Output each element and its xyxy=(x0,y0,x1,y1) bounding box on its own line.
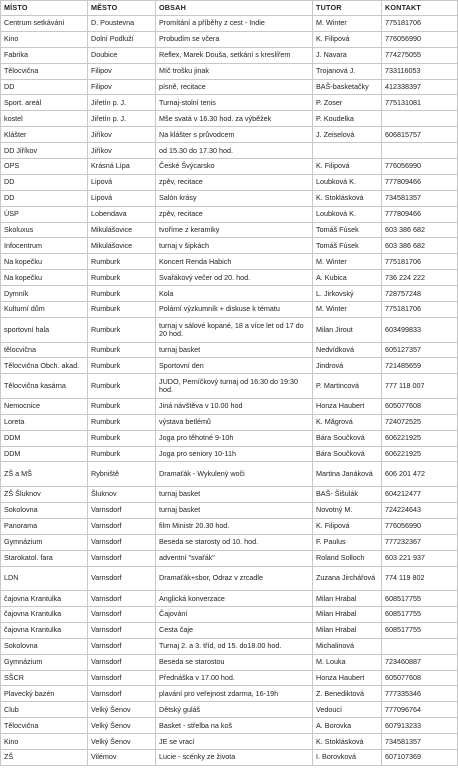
table-row xyxy=(1,270,458,286)
cell-tutor: K. Stoklásková xyxy=(313,734,382,750)
cell-misto: Plavecký bazén xyxy=(1,686,88,702)
cell-tutor: Martina Janáková xyxy=(313,462,382,487)
cell-kontakt xyxy=(382,143,458,159)
cell-misto: ÚSP xyxy=(1,206,88,222)
cell-kontakt: 412338397 xyxy=(382,79,458,95)
cell-misto: Dymník xyxy=(1,286,88,302)
cell-obsah: plavání pro veřejnost zdarma, 16-19h xyxy=(156,686,313,702)
table-row xyxy=(1,446,458,462)
cell-kontakt: 605077608 xyxy=(382,398,458,414)
cell-mesto: Jiřetín p. J. xyxy=(88,111,156,127)
cell-tutor: BAŠ-basketačky xyxy=(313,79,382,95)
cell-misto: Starokatol. fara xyxy=(1,550,88,566)
cell-tutor: J. Navara xyxy=(313,47,382,63)
table-row xyxy=(1,398,458,414)
table-row xyxy=(1,591,458,607)
cell-mesto: Rumburk xyxy=(88,317,156,342)
cell-kontakt: 605077608 xyxy=(382,670,458,686)
cell-obsah: Lucie - scénky ze života xyxy=(156,750,313,766)
cell-obsah: Cesta čaje xyxy=(156,622,313,638)
cell-tutor: Loubková K. xyxy=(313,206,382,222)
cell-misto: Klášter xyxy=(1,127,88,143)
cell-obsah: České Švýcarsko xyxy=(156,159,313,175)
table-row xyxy=(1,302,458,318)
table-row xyxy=(1,534,458,550)
cell-misto: Sport. areál xyxy=(1,95,88,111)
cell-kontakt: 736 224 222 xyxy=(382,270,458,286)
cell-kontakt: 777809466 xyxy=(382,206,458,222)
cell-tutor: Nedvídková xyxy=(313,342,382,358)
cell-mesto: Varnsdorf xyxy=(88,550,156,566)
cell-misto: Kino xyxy=(1,31,88,47)
table-row xyxy=(1,143,458,159)
cell-tutor: Bára Součková xyxy=(313,430,382,446)
cell-mesto: Velký Šenov xyxy=(88,734,156,750)
table-row xyxy=(1,718,458,734)
cell-misto: Na kopečku xyxy=(1,254,88,270)
table-row xyxy=(1,750,458,766)
cell-mesto: Varnsdorf xyxy=(88,566,156,591)
table-row xyxy=(1,317,458,342)
cell-tutor: Novotný M. xyxy=(313,502,382,518)
cell-mesto: Rumburk xyxy=(88,342,156,358)
cell-misto: SŠCR xyxy=(1,670,88,686)
cell-misto: ZŠ a MŠ xyxy=(1,462,88,487)
table-row xyxy=(1,238,458,254)
cell-obsah: Svařákový večer od 20. hod. xyxy=(156,270,313,286)
table-row xyxy=(1,430,458,446)
cell-kontakt: 774 119 802 xyxy=(382,566,458,591)
cell-kontakt: 776056990 xyxy=(382,518,458,534)
column-header-tutor: TUTOR xyxy=(313,1,382,16)
cell-kontakt: 733116053 xyxy=(382,63,458,79)
cell-misto: DDM xyxy=(1,446,88,462)
cell-obsah: Polární výzkumník + diskuse k tématu xyxy=(156,302,313,318)
cell-obsah: Na klášter s průvodcem xyxy=(156,127,313,143)
table-row xyxy=(1,734,458,750)
cell-tutor: M. Winter xyxy=(313,302,382,318)
cell-misto: Tělocvična kasárna xyxy=(1,374,88,399)
cell-obsah: Jiná návštěva v 10.00 hod xyxy=(156,398,313,414)
cell-tutor: Tomáš Fúsek xyxy=(313,238,382,254)
cell-tutor xyxy=(313,143,382,159)
cell-obsah: Turnaj 2. a 3. tříd, od 15. do18.00 hod. xyxy=(156,638,313,654)
cell-obsah: Reflex, Marek Douša, setkání s kreslířem xyxy=(156,47,313,63)
cell-tutor: K. Filipová xyxy=(313,159,382,175)
cell-misto: Gymnázium xyxy=(1,534,88,550)
cell-kontakt: 606221925 xyxy=(382,446,458,462)
table-row xyxy=(1,63,458,79)
cell-obsah: Míč trošku jinak xyxy=(156,63,313,79)
cell-tutor: I. Borovková xyxy=(313,750,382,766)
cell-mesto: Rumburk xyxy=(88,358,156,374)
cell-mesto: Rumburk xyxy=(88,302,156,318)
cell-kontakt: 776056990 xyxy=(382,159,458,175)
cell-obsah: JUDO, Perníčkový turnaj od 16:30 do 19:30 hod. xyxy=(156,374,313,399)
cell-tutor: M. Winter xyxy=(313,16,382,32)
cell-mesto: Varnsdorf xyxy=(88,670,156,686)
cell-mesto: Varnsdorf xyxy=(88,518,156,534)
cell-tutor: Honza Haubert xyxy=(313,670,382,686)
cell-kontakt: 608517755 xyxy=(382,606,458,622)
table-row xyxy=(1,342,458,358)
cell-tutor: M. Winter xyxy=(313,254,382,270)
cell-mesto: Rybniště xyxy=(88,462,156,487)
table-row xyxy=(1,518,458,534)
cell-kontakt: 607107369 xyxy=(382,750,458,766)
cell-tutor: Jindrová xyxy=(313,358,382,374)
cell-kontakt: 606815757 xyxy=(382,127,458,143)
cell-tutor: M. Louka xyxy=(313,654,382,670)
cell-kontakt: 721485659 xyxy=(382,358,458,374)
cell-tutor: Trojanová J. xyxy=(313,63,382,79)
cell-kontakt: 734581357 xyxy=(382,190,458,206)
cell-kontakt: 603 386 682 xyxy=(382,222,458,238)
cell-mesto: Filipov xyxy=(88,63,156,79)
table-row xyxy=(1,550,458,566)
table-body xyxy=(1,16,458,766)
cell-kontakt: 604212477 xyxy=(382,487,458,503)
cell-tutor: Roland Solloch xyxy=(313,550,382,566)
cell-obsah: Joga pro těhotné 9-10h xyxy=(156,430,313,446)
cell-misto: OPS xyxy=(1,159,88,175)
cell-mesto: Velký Šenov xyxy=(88,718,156,734)
cell-obsah: Kola xyxy=(156,286,313,302)
cell-mesto: Varnsdorf xyxy=(88,622,156,638)
table-row xyxy=(1,374,458,399)
table-row xyxy=(1,174,458,190)
cell-misto: čajovna Krantulka xyxy=(1,622,88,638)
cell-misto: Kulturní dům xyxy=(1,302,88,318)
cell-obsah: turnaj basket xyxy=(156,487,313,503)
table-row xyxy=(1,79,458,95)
cell-kontakt: 775181706 xyxy=(382,16,458,32)
cell-obsah: turnaj basket xyxy=(156,342,313,358)
cell-mesto: Lipová xyxy=(88,174,156,190)
cell-misto: Tělocvična xyxy=(1,718,88,734)
table-row xyxy=(1,702,458,718)
cell-kontakt: 776056990 xyxy=(382,31,458,47)
cell-obsah: zpěv, recitace xyxy=(156,174,313,190)
cell-tutor: P. Martincová xyxy=(313,374,382,399)
table-row xyxy=(1,670,458,686)
table-row xyxy=(1,95,458,111)
cell-misto: Sokolovna xyxy=(1,502,88,518)
cell-kontakt: 775131081 xyxy=(382,95,458,111)
cell-obsah: Sportovní den xyxy=(156,358,313,374)
cell-misto: čajovna Krantulka xyxy=(1,606,88,622)
cell-misto: Panorama xyxy=(1,518,88,534)
column-header-kontakt: KONTAKT xyxy=(382,1,458,16)
table-row xyxy=(1,686,458,702)
column-header-obsah: OBSAH xyxy=(156,1,313,16)
cell-misto: Gymnázium xyxy=(1,654,88,670)
cell-tutor: Milan Hrabal xyxy=(313,622,382,638)
cell-mesto: Rumburk xyxy=(88,270,156,286)
table-row xyxy=(1,16,458,32)
cell-tutor: K. Stoklásková xyxy=(313,190,382,206)
table-row xyxy=(1,159,458,175)
cell-mesto: Rumburk xyxy=(88,286,156,302)
cell-tutor: A. Kubica xyxy=(313,270,382,286)
cell-kontakt: 777232367 xyxy=(382,534,458,550)
cell-tutor: K. Filipová xyxy=(313,518,382,534)
cell-kontakt: 606 201 472 xyxy=(382,462,458,487)
cell-tutor: K. Filipová xyxy=(313,31,382,47)
cell-misto: ZŠ xyxy=(1,750,88,766)
cell-obsah: Beseda se starostou xyxy=(156,654,313,670)
table-row xyxy=(1,622,458,638)
cell-mesto: Krásná Lípa xyxy=(88,159,156,175)
cell-kontakt: 775181706 xyxy=(382,302,458,318)
cell-tutor: Tomáš Fúsek xyxy=(313,222,382,238)
cell-mesto: Varnsdorf xyxy=(88,606,156,622)
cell-tutor: Loubková K. xyxy=(313,174,382,190)
cell-obsah: Dětský guláš xyxy=(156,702,313,718)
cell-kontakt: 777 118 007 xyxy=(382,374,458,399)
cell-tutor: BAŠ- Šišulák xyxy=(313,487,382,503)
cell-misto: Kino xyxy=(1,734,88,750)
cell-mesto: Varnsdorf xyxy=(88,686,156,702)
cell-mesto: Jiříkov xyxy=(88,143,156,159)
cell-mesto: Varnsdorf xyxy=(88,638,156,654)
cell-kontakt: 603 221 937 xyxy=(382,550,458,566)
cell-misto: LDN xyxy=(1,566,88,591)
cell-mesto: Varnsdorf xyxy=(88,654,156,670)
cell-tutor: F. Paulus xyxy=(313,534,382,550)
cell-tutor: Vedoucí xyxy=(313,702,382,718)
table-row xyxy=(1,47,458,63)
table-row xyxy=(1,414,458,430)
cell-misto: tělocvična xyxy=(1,342,88,358)
cell-obsah: Mše svatá v 16.30 hod. za výběžek xyxy=(156,111,313,127)
cell-misto: DD xyxy=(1,174,88,190)
cell-kontakt: 607913233 xyxy=(382,718,458,734)
cell-mesto: Šluknov xyxy=(88,487,156,503)
cell-tutor: P. Koudelka xyxy=(313,111,382,127)
cell-obsah: Beseda se starosty od 10. hod. xyxy=(156,534,313,550)
cell-obsah: výstava betlémů xyxy=(156,414,313,430)
cell-mesto: Rumburk xyxy=(88,430,156,446)
table-row xyxy=(1,111,458,127)
cell-tutor: Milan Hrabal xyxy=(313,606,382,622)
cell-kontakt: 724072525 xyxy=(382,414,458,430)
table-row xyxy=(1,286,458,302)
table-row xyxy=(1,358,458,374)
cell-kontakt: 723460887 xyxy=(382,654,458,670)
cell-kontakt xyxy=(382,638,458,654)
cell-obsah: Dramaťák - Wykulený woči xyxy=(156,462,313,487)
cell-obsah: turnaj basket xyxy=(156,502,313,518)
cell-misto: Na kopečku xyxy=(1,270,88,286)
cell-kontakt: 777096764 xyxy=(382,702,458,718)
cell-misto: DD xyxy=(1,79,88,95)
cell-misto: Tělocvična xyxy=(1,63,88,79)
cell-kontakt: 728757248 xyxy=(382,286,458,302)
cell-kontakt: 734581357 xyxy=(382,734,458,750)
cell-mesto: Lipová xyxy=(88,190,156,206)
cell-obsah: turnaj v šipkách xyxy=(156,238,313,254)
cell-obsah: Dramaťák+sbor, Odraz v zrcadle xyxy=(156,566,313,591)
cell-kontakt: 605127357 xyxy=(382,342,458,358)
cell-kontakt: 603499833 xyxy=(382,317,458,342)
cell-kontakt: 777809466 xyxy=(382,174,458,190)
cell-tutor: P. Zoser xyxy=(313,95,382,111)
column-header-mesto: MĚSTO xyxy=(88,1,156,16)
table-row xyxy=(1,654,458,670)
table-row xyxy=(1,606,458,622)
cell-misto: DD Jiříkov xyxy=(1,143,88,159)
table-row xyxy=(1,502,458,518)
cell-obsah: tvoříme z keramiky xyxy=(156,222,313,238)
cell-obsah: Turnaj-stolní tenis xyxy=(156,95,313,111)
cell-kontakt: 608517755 xyxy=(382,622,458,638)
cell-tutor: J. Zeiselová xyxy=(313,127,382,143)
header-row xyxy=(1,1,458,16)
cell-mesto: Rumburk xyxy=(88,446,156,462)
cell-obsah: Probudím se včera xyxy=(156,31,313,47)
table-row xyxy=(1,462,458,487)
cell-tutor: Milan Jirout xyxy=(313,317,382,342)
cell-misto: ZŠ Šluknov xyxy=(1,487,88,503)
cell-tutor: A. Borovka xyxy=(313,718,382,734)
cell-tutor: Bára Součková xyxy=(313,446,382,462)
cell-tutor: Zuzana Jirchářová xyxy=(313,566,382,591)
cell-mesto: D. Poustevna xyxy=(88,16,156,32)
cell-misto: Fabrika xyxy=(1,47,88,63)
cell-mesto: Varnsdorf xyxy=(88,534,156,550)
cell-mesto: Doubice xyxy=(88,47,156,63)
cell-tutor: Z. Benediktová xyxy=(313,686,382,702)
cell-mesto: Rumburk xyxy=(88,414,156,430)
cell-misto: Loreta xyxy=(1,414,88,430)
cell-obsah: Čajování xyxy=(156,606,313,622)
cell-obsah: Joga pro seniory 10-11h xyxy=(156,446,313,462)
table-row xyxy=(1,222,458,238)
column-header-misto: MÍSTO xyxy=(1,1,88,16)
cell-obsah: JE se vrací xyxy=(156,734,313,750)
cell-obsah: film Ministr 20.30 hod. xyxy=(156,518,313,534)
cell-obsah: zpěv, recitace xyxy=(156,206,313,222)
cell-tutor: K. Măgrová xyxy=(313,414,382,430)
cell-mesto: Vilémov xyxy=(88,750,156,766)
cell-mesto: Varnsdorf xyxy=(88,502,156,518)
cell-mesto: Jiřetín p. J. xyxy=(88,95,156,111)
table-header xyxy=(1,1,458,16)
cell-misto: DD xyxy=(1,190,88,206)
cell-mesto: Mikulášovice xyxy=(88,238,156,254)
cell-kontakt: 777335346 xyxy=(382,686,458,702)
cell-obsah: Basket - střelba na koš xyxy=(156,718,313,734)
cell-misto: Sokolovna xyxy=(1,638,88,654)
cell-kontakt: 603 386 682 xyxy=(382,238,458,254)
cell-misto: Centrum setkávání xyxy=(1,16,88,32)
cell-obsah: písně, recitace xyxy=(156,79,313,95)
cell-misto: Skoluxus xyxy=(1,222,88,238)
cell-obsah: Salón krásy xyxy=(156,190,313,206)
table-row xyxy=(1,206,458,222)
cell-misto: Tělocvična Obch. akad. xyxy=(1,358,88,374)
cell-mesto: Filipov xyxy=(88,79,156,95)
table-row xyxy=(1,190,458,206)
cell-kontakt: 775181706 xyxy=(382,254,458,270)
cell-mesto: Varnsdorf xyxy=(88,591,156,607)
cell-misto: Infocentrum xyxy=(1,238,88,254)
cell-mesto: Rumburk xyxy=(88,374,156,399)
cell-tutor: Michalinová xyxy=(313,638,382,654)
table-row xyxy=(1,127,458,143)
cell-misto: kostel xyxy=(1,111,88,127)
cell-obsah: Anglická konverzace xyxy=(156,591,313,607)
cell-kontakt: 606221925 xyxy=(382,430,458,446)
cell-obsah: Přednáška v 17.00 hod. xyxy=(156,670,313,686)
cell-mesto: Velký Šenov xyxy=(88,702,156,718)
cell-obsah: Promítání a příběhy z cest - Indie xyxy=(156,16,313,32)
table-row xyxy=(1,31,458,47)
cell-kontakt: 724224643 xyxy=(382,502,458,518)
cell-mesto: Jiříkov xyxy=(88,127,156,143)
cell-kontakt: 608517755 xyxy=(382,591,458,607)
cell-obsah: Koncert Renda Habich xyxy=(156,254,313,270)
cell-kontakt xyxy=(382,111,458,127)
cell-mesto: Lobendava xyxy=(88,206,156,222)
cell-misto: čajovna Krantulka xyxy=(1,591,88,607)
cell-tutor: Milan Hrabal xyxy=(313,591,382,607)
table-row xyxy=(1,254,458,270)
cell-mesto: Dolní Podluží xyxy=(88,31,156,47)
cell-kontakt: 774275055 xyxy=(382,47,458,63)
cell-obsah: turnaj v sálové kopané, 18 a více let od 17 do 20 hod. xyxy=(156,317,313,342)
cell-misto: Nemocnice xyxy=(1,398,88,414)
cell-obsah: adventní "svařák" xyxy=(156,550,313,566)
cell-mesto: Rumburk xyxy=(88,398,156,414)
cell-tutor: Honza Haubert xyxy=(313,398,382,414)
table-row xyxy=(1,487,458,503)
cell-obsah: od 15.30 do 17.30 hod. xyxy=(156,143,313,159)
cell-misto: sportovní hala xyxy=(1,317,88,342)
table-row xyxy=(1,566,458,591)
cell-tutor: L. Jirkovský xyxy=(313,286,382,302)
cell-misto: DDM xyxy=(1,430,88,446)
cell-mesto: Mikulášovice xyxy=(88,222,156,238)
cell-mesto: Rumburk xyxy=(88,254,156,270)
table-row xyxy=(1,638,458,654)
cell-misto: Club xyxy=(1,702,88,718)
